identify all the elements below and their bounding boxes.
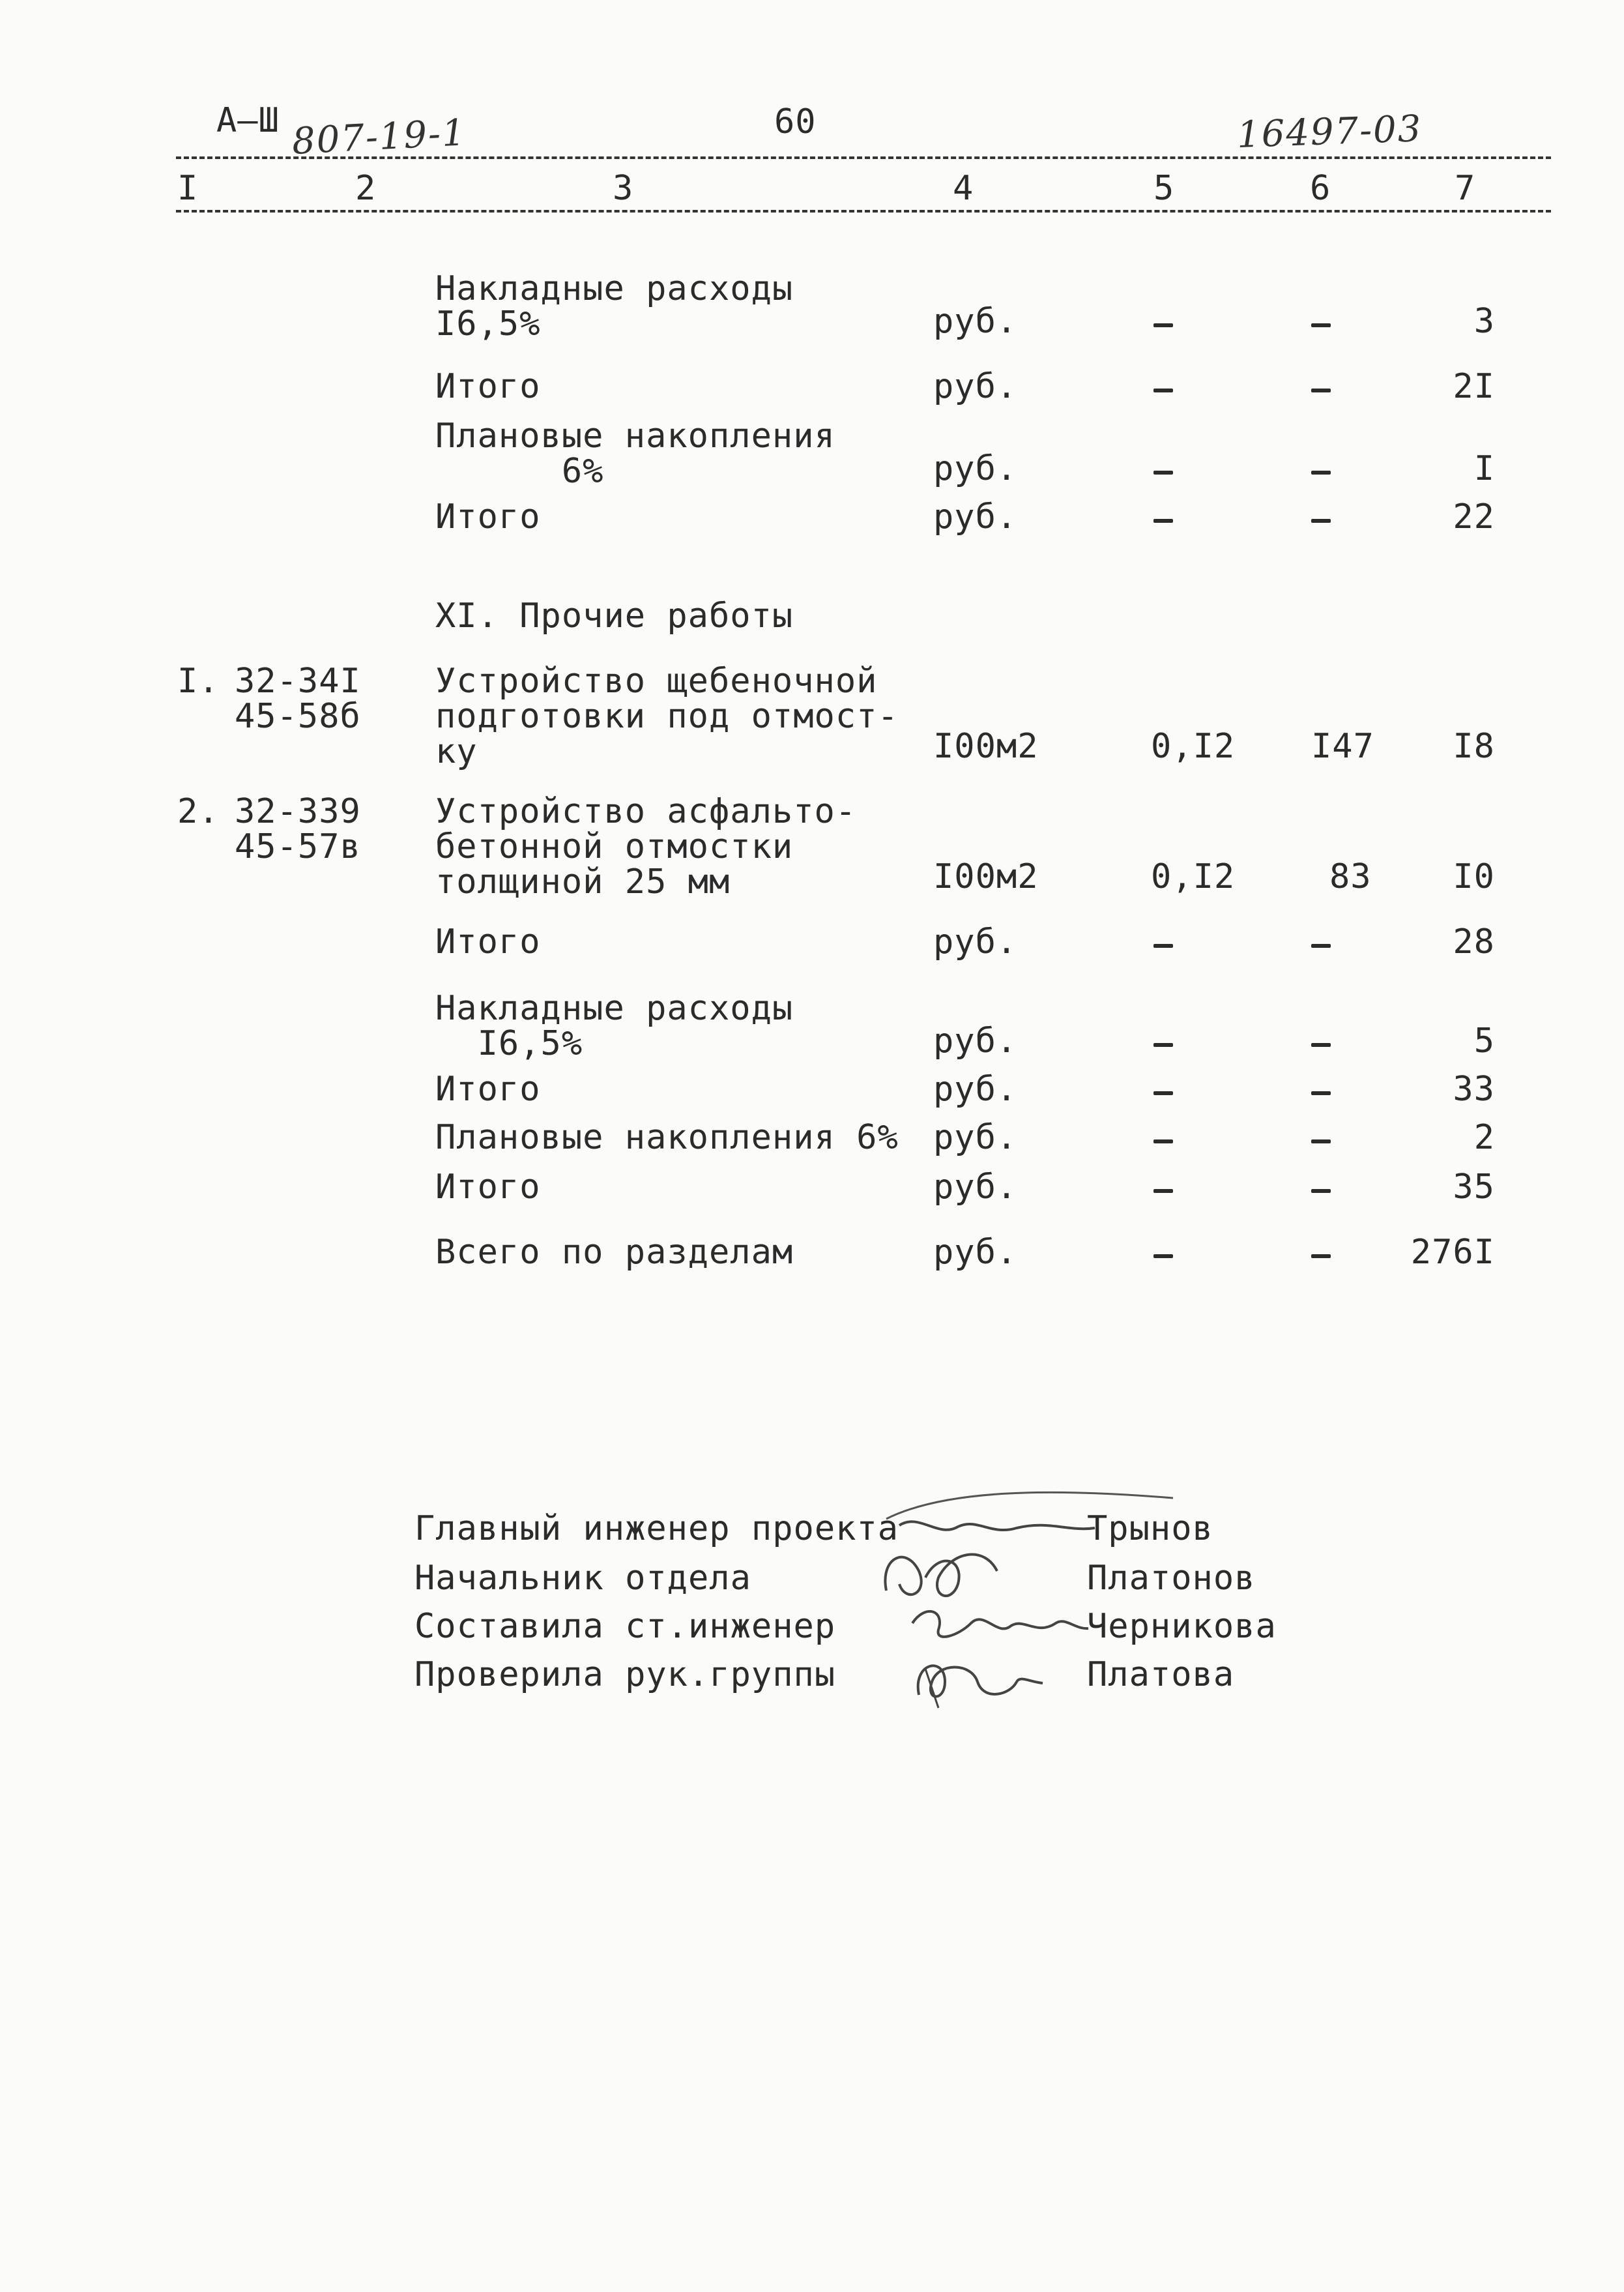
table-row-qty-dash bbox=[1153, 1254, 1173, 1258]
table-row-price-dash bbox=[1311, 1043, 1331, 1047]
table-row-price-dash bbox=[1311, 1189, 1331, 1193]
table-row-price-dash bbox=[1311, 471, 1331, 475]
series-code: А–Ш bbox=[216, 101, 280, 140]
table-row-qty-dash bbox=[1153, 1043, 1173, 1047]
header-rule-top bbox=[176, 156, 1551, 159]
table-row-description: Плановые накопления 6% bbox=[435, 417, 835, 491]
column-header-2: 2 bbox=[355, 169, 377, 208]
table-row-qty-dash bbox=[1153, 519, 1173, 523]
column-header-1: I bbox=[177, 169, 199, 208]
table-row-price: 83 bbox=[1329, 857, 1372, 896]
table-row-description: Итого bbox=[435, 497, 541, 536]
table-row-description: Итого bbox=[435, 1070, 541, 1109]
table-row-price-dash bbox=[1311, 1254, 1331, 1258]
table-row-description: Устройство щебеночной подготовки под отмост- ку bbox=[435, 662, 899, 771]
table-row-description: Итого bbox=[435, 922, 541, 962]
project-number: 807-19-1 bbox=[291, 111, 468, 163]
table-row-qty-dash bbox=[1153, 323, 1173, 327]
header-rule-bottom bbox=[176, 210, 1551, 213]
grand-total-label: Всего по разделам bbox=[435, 1233, 794, 1272]
table-row-total: I0 bbox=[1453, 857, 1495, 896]
signature-name: Платова bbox=[1087, 1655, 1235, 1694]
signature-role: Составила ст.инженер bbox=[414, 1607, 836, 1646]
table-row-number: I. bbox=[177, 662, 220, 701]
table-row-price-dash bbox=[1311, 323, 1331, 327]
table-row-unit: руб. bbox=[933, 367, 1018, 406]
table-row-total: I bbox=[1473, 449, 1495, 488]
table-row-unit: руб. bbox=[933, 497, 1018, 536]
table-row-total: 33 bbox=[1453, 1070, 1495, 1109]
table-row-total: 2 bbox=[1473, 1118, 1495, 1157]
table-row-unit: руб. bbox=[933, 1021, 1018, 1061]
table-row-qty-dash bbox=[1153, 944, 1173, 948]
table-row-unit: руб. bbox=[933, 449, 1018, 488]
table-row-price-dash bbox=[1311, 944, 1331, 948]
signature-name: Черникова bbox=[1087, 1607, 1277, 1646]
table-row-unit: руб. bbox=[933, 1118, 1018, 1157]
table-row-total: 2I bbox=[1453, 367, 1495, 406]
table-row-price-dash bbox=[1311, 1091, 1331, 1095]
table-row-unit: руб. bbox=[933, 302, 1018, 341]
table-row-qty: 0,I2 bbox=[1151, 727, 1236, 766]
table-row-code: 32-339 45-57в bbox=[235, 792, 361, 866]
table-row-unit: руб. bbox=[933, 922, 1018, 962]
column-header-3: 3 bbox=[613, 169, 634, 208]
table-row-total: 28 bbox=[1453, 922, 1495, 962]
table-row-number: 2. bbox=[177, 792, 220, 831]
table-row-unit: I00м2 bbox=[933, 727, 1039, 766]
table-row-description: Устройство асфальто- бетонной отмостки толщиной 25 мм bbox=[435, 792, 857, 902]
column-header-4: 4 bbox=[953, 169, 974, 208]
signature-role: Начальник отдела bbox=[414, 1559, 751, 1598]
table-row-unit: руб. bbox=[933, 1233, 1018, 1272]
column-header-6: 6 bbox=[1310, 169, 1331, 208]
signature-role: Проверила рук.группы bbox=[414, 1655, 836, 1694]
table-row-description: Плановые накопления 6% bbox=[435, 1118, 899, 1157]
page-number: 60 bbox=[774, 102, 817, 141]
document-number: 16497-03 bbox=[1236, 108, 1423, 156]
table-row-description: Накладные расходы I6,5% bbox=[435, 989, 794, 1063]
table-row-total: I8 bbox=[1453, 727, 1495, 766]
table-row-code: 32-34I 45-58б bbox=[235, 662, 361, 736]
table-row-price-dash bbox=[1311, 389, 1331, 392]
table-row-price-dash bbox=[1311, 1139, 1331, 1143]
section-heading: XI. Прочие работы bbox=[435, 596, 794, 636]
table-row-description: Итого bbox=[435, 1168, 541, 1207]
table-row-unit: I00м2 bbox=[933, 857, 1039, 896]
table-row-price: I47 bbox=[1311, 727, 1374, 766]
handwritten-signature-platova bbox=[899, 1643, 1069, 1714]
table-row-total: 5 bbox=[1473, 1021, 1495, 1061]
table-row-price-dash bbox=[1311, 519, 1331, 523]
table-row-description: Итого bbox=[435, 367, 541, 406]
column-header-7: 7 bbox=[1455, 169, 1476, 208]
table-row-qty-dash bbox=[1153, 471, 1173, 475]
signature-name: Трынов bbox=[1087, 1509, 1213, 1548]
table-row-total: 3 bbox=[1473, 302, 1495, 341]
table-row-qty-dash bbox=[1153, 1139, 1173, 1143]
table-row-total: 35 bbox=[1453, 1168, 1495, 1207]
grand-total-value: 276I bbox=[1410, 1233, 1495, 1272]
column-header-5: 5 bbox=[1153, 169, 1175, 208]
table-row-description: Накладные расходы I6,5% bbox=[435, 269, 794, 344]
table-row-unit: руб. bbox=[933, 1168, 1018, 1207]
signature-role: Главный инженер проекта bbox=[414, 1509, 899, 1548]
table-row-qty-dash bbox=[1153, 1189, 1173, 1193]
table-row-total: 22 bbox=[1453, 497, 1495, 536]
table-row-unit: руб. bbox=[933, 1070, 1018, 1109]
signature-name: Платонов bbox=[1087, 1559, 1256, 1598]
table-row-qty-dash bbox=[1153, 389, 1173, 392]
table-row-qty-dash bbox=[1153, 1091, 1173, 1095]
table-row-qty: 0,I2 bbox=[1151, 857, 1236, 896]
